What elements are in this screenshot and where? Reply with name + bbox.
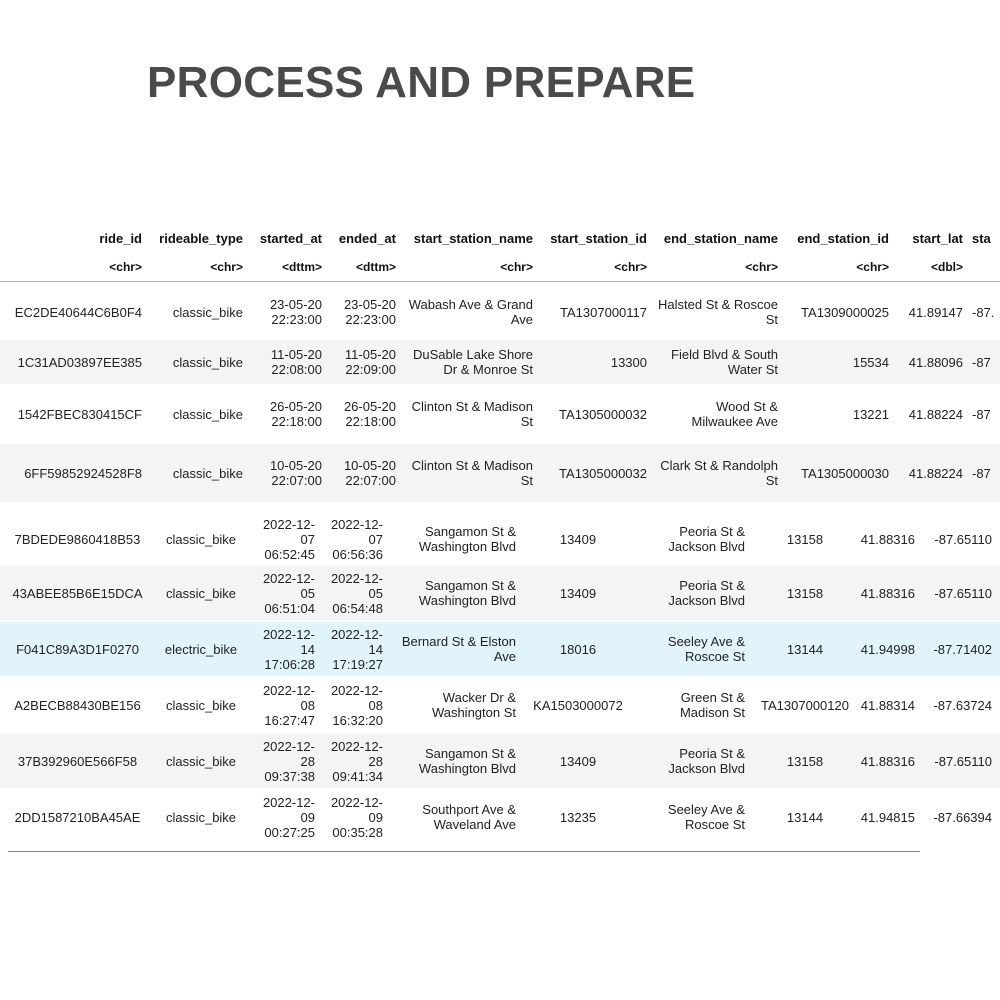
cell-start-station-name xyxy=(390,678,516,732)
column-header-rideable-type xyxy=(148,226,243,250)
column-type-started-at xyxy=(250,256,322,278)
cell-start-lng xyxy=(920,790,992,844)
column-type-end-station-name xyxy=(654,256,778,278)
cell-started-at-text: 2022-12-09 00:27:25 xyxy=(262,794,315,840)
cell-rideable-type xyxy=(155,678,247,732)
column-type-start-station-id-text: <chr> xyxy=(614,259,647,274)
cell-end-station-id-text: 13144 xyxy=(786,809,824,825)
cell-start-station-id xyxy=(520,512,636,566)
cell-start-lat-text: 41.88316 xyxy=(860,585,915,601)
table-row[interactable] xyxy=(0,444,1000,502)
cell-start-lng-text: -87. xyxy=(972,304,995,320)
cell-started-at xyxy=(251,734,315,788)
cell-start-station-id xyxy=(520,734,636,788)
cell-start-station-id xyxy=(540,287,647,337)
cell-ended-at-text: 2022-12-14 17:19:27 xyxy=(330,626,383,672)
cell-end-station-id xyxy=(755,734,855,788)
cell-started-at-text: 2022-12-08 16:27:47 xyxy=(262,682,315,728)
cell-start-lat-text: 41.94815 xyxy=(860,809,915,825)
column-header-end-station-name-text: end_station_name xyxy=(663,230,778,246)
cell-end-station-name xyxy=(655,566,745,620)
cell-start-station-name-text: Clinton St & Madison St xyxy=(411,399,533,429)
cell-started-at xyxy=(250,444,322,502)
cell-end-station-name xyxy=(655,678,745,732)
cell-end-station-name-text: Field Blvd & South Water St xyxy=(671,347,778,377)
cell-start-station-name-text: Sangamon St & Washington Blvd xyxy=(418,524,516,554)
column-header-start-lng xyxy=(972,226,1000,250)
cell-end-station-id-text: TA1309000025 xyxy=(801,304,889,320)
cell-start-station-name-text: Sangamon St & Washington Blvd xyxy=(418,578,516,608)
cell-start-lat-text: 41.88096 xyxy=(908,354,963,370)
cell-rideable-type xyxy=(148,287,243,337)
cell-ride-id xyxy=(5,622,150,676)
cell-started-at xyxy=(251,512,315,566)
column-type-start-station-name xyxy=(403,256,533,278)
cell-rideable-type xyxy=(155,734,247,788)
cell-start-lat-text: 41.88314 xyxy=(860,697,915,713)
cell-end-station-id-text: 13221 xyxy=(852,406,889,422)
cell-start-station-id xyxy=(520,566,636,620)
cell-end-station-id xyxy=(755,678,855,732)
column-header-end-station-name xyxy=(654,226,778,250)
cell-ride-id xyxy=(0,340,142,384)
cell-ended-at xyxy=(320,566,383,620)
cell-start-station-id-text: 13300 xyxy=(610,354,647,370)
cell-end-station-name xyxy=(654,387,778,441)
column-type-started-at-text: <dttm> xyxy=(281,259,322,274)
cell-start-lat-text: 41.89147 xyxy=(908,304,963,320)
cell-ride-id-text: 1C31AD03897EE385 xyxy=(17,354,142,370)
column-header-start-station-name xyxy=(403,226,533,250)
cell-start-lat xyxy=(855,678,915,732)
table-row[interactable] xyxy=(0,340,1000,384)
cell-end-station-id xyxy=(786,287,889,337)
cell-start-lng-text: -87 xyxy=(972,354,991,370)
cell-started-at-text: 2022-12-07 06:52:45 xyxy=(262,516,315,562)
cell-start-station-id xyxy=(540,444,647,502)
cell-end-station-name-text: Seeley Ave & Roscoe St xyxy=(667,802,745,832)
cell-started-at xyxy=(251,622,315,676)
cell-end-station-name-text: Peoria St & Jackson Blvd xyxy=(668,524,745,554)
cell-ended-at xyxy=(328,444,396,502)
cell-ended-at xyxy=(328,287,396,337)
cell-ride-id-text: 43ABEE85B6E15DCA xyxy=(12,585,143,601)
column-type-start-station-name-text: <chr> xyxy=(500,259,533,274)
cell-start-station-id xyxy=(520,790,636,844)
cell-start-station-name xyxy=(403,287,533,337)
column-type-end-station-id xyxy=(786,256,889,278)
cell-ride-id-text: 7BDEDE9860418B53 xyxy=(14,531,141,547)
cell-end-station-name xyxy=(655,622,745,676)
cell-start-station-name xyxy=(390,566,516,620)
header-row xyxy=(0,226,1000,250)
cell-start-lng xyxy=(972,340,1000,384)
cell-end-station-name-text: Peoria St & Jackson Blvd xyxy=(668,578,745,608)
cell-end-station-name-text: Clark St & Randolph St xyxy=(660,458,778,488)
cell-end-station-id-text: TA1305000030 xyxy=(801,465,889,481)
cell-rideable-type-text: classic_bike xyxy=(172,304,243,320)
cell-end-station-id-text: 15534 xyxy=(852,354,889,370)
column-header-started-at xyxy=(250,226,322,250)
cell-start-lat xyxy=(855,566,915,620)
cell-started-at xyxy=(250,340,322,384)
cell-ended-at xyxy=(320,512,383,566)
cell-start-station-name-text: Sangamon St & Washington Blvd xyxy=(418,746,516,776)
cell-start-lat xyxy=(895,387,963,441)
cell-rideable-type xyxy=(155,790,247,844)
cell-start-station-name xyxy=(403,444,533,502)
table-row[interactable] xyxy=(0,287,1000,337)
cell-start-lat xyxy=(895,444,963,502)
cell-start-lat xyxy=(855,734,915,788)
cell-end-station-id xyxy=(786,340,889,384)
cell-ride-id-text: A2BECB88430BE156 xyxy=(14,697,141,713)
cell-start-lng-text: -87.65110 xyxy=(934,531,992,547)
cell-rideable-type xyxy=(155,566,247,620)
cell-start-lat xyxy=(895,340,963,384)
table-row[interactable] xyxy=(0,387,1000,441)
cell-start-lng-text: -87 xyxy=(972,406,991,422)
cell-start-lat xyxy=(855,512,915,566)
cell-start-station-name-text: Southport Ave & Waveland Ave xyxy=(422,802,516,832)
cell-rideable-type xyxy=(148,340,243,384)
column-type-ended-at xyxy=(328,256,396,278)
column-type-start-lat xyxy=(895,256,963,278)
column-header-ended-at-text: ended_at xyxy=(338,230,396,246)
cell-end-station-id xyxy=(786,387,889,441)
column-header-start-lng-text: sta xyxy=(972,230,991,246)
cell-ended-at-text: 2022-12-09 00:35:28 xyxy=(330,794,383,840)
cell-ride-id xyxy=(0,387,142,441)
cell-start-station-name-text: Wabash Ave & Grand Ave xyxy=(408,297,533,327)
cell-start-lng xyxy=(920,678,992,732)
cell-end-station-name-text: Seeley Ave & Roscoe St xyxy=(667,634,745,664)
cell-end-station-name xyxy=(654,444,778,502)
cell-start-station-name xyxy=(403,387,533,441)
cell-ended-at-text: 2022-12-07 06:56:36 xyxy=(330,516,383,562)
cell-ride-id xyxy=(5,512,150,566)
cell-end-station-id xyxy=(755,790,855,844)
cell-start-station-name xyxy=(390,512,516,566)
cell-rideable-type-text: classic_bike xyxy=(165,697,237,713)
cell-started-at xyxy=(251,566,315,620)
column-header-start-station-name-text: start_station_name xyxy=(413,230,533,246)
cell-start-lat xyxy=(855,790,915,844)
column-header-ride-id xyxy=(0,226,142,250)
cell-ride-id xyxy=(0,444,142,502)
cell-start-station-id-text: 13409 xyxy=(559,753,597,769)
cell-start-lat xyxy=(855,622,915,676)
cell-end-station-id xyxy=(755,622,855,676)
cell-end-station-name xyxy=(655,734,745,788)
cell-start-lng xyxy=(972,387,1000,441)
cell-rideable-type xyxy=(148,444,243,502)
cell-rideable-type-text: classic_bike xyxy=(165,809,237,825)
cell-start-lng xyxy=(920,622,992,676)
cell-started-at-text: 2022-12-28 09:37:38 xyxy=(262,738,315,784)
cell-start-station-id-text: KA1503000072 xyxy=(533,697,623,713)
cell-rideable-type-text: classic_bike xyxy=(165,753,237,769)
cell-start-lng xyxy=(920,512,992,566)
cell-started-at-text: 10-05-20 22:07:00 xyxy=(269,458,322,488)
cell-end-station-id xyxy=(755,566,855,620)
cell-ended-at-text: 11-05-20 22:09:00 xyxy=(344,347,396,377)
cell-ride-id-text: 1542FBEC830415CF xyxy=(17,406,142,422)
cell-end-station-id-text: 13158 xyxy=(786,531,824,547)
cell-end-station-id xyxy=(755,512,855,566)
cell-start-station-name xyxy=(390,734,516,788)
cell-start-lng xyxy=(972,287,1000,337)
cell-start-station-id xyxy=(540,340,647,384)
column-header-end-station-id-text: end_station_id xyxy=(797,230,889,246)
column-type-rideable-type-text: <chr> xyxy=(210,259,243,274)
column-type-start-lng xyxy=(972,256,1000,278)
cell-ended-at xyxy=(328,387,396,441)
table-row[interactable] xyxy=(0,678,1000,732)
column-header-ride-id-text: ride_id xyxy=(99,230,142,246)
cell-start-lat-text: 41.88316 xyxy=(860,753,915,769)
column-header-start-lat-text: start_lat xyxy=(912,230,963,246)
cell-start-station-name-text: Bernard St & Elston Ave xyxy=(401,634,516,664)
cell-end-station-name-text: Peoria St & Jackson Blvd xyxy=(668,746,745,776)
cell-start-station-id-text: TA1305000032 xyxy=(559,465,647,481)
cell-started-at xyxy=(250,387,322,441)
cell-start-lat-text: 41.88224 xyxy=(908,406,963,422)
cell-start-station-name xyxy=(390,790,516,844)
cell-started-at-text: 11-05-20 22:08:00 xyxy=(270,347,322,377)
column-header-ended-at xyxy=(328,226,396,250)
cell-rideable-type-text: classic_bike xyxy=(165,531,237,547)
column-header-start-station-id xyxy=(540,226,647,250)
column-header-started-at-text: started_at xyxy=(259,230,322,246)
column-header-start-station-id-text: start_station_id xyxy=(550,230,647,246)
cell-rideable-type-text: classic_bike xyxy=(172,465,243,481)
cell-start-station-id xyxy=(520,622,636,676)
table-row[interactable] xyxy=(0,622,1000,676)
cell-start-lng xyxy=(920,734,992,788)
cell-started-at xyxy=(251,790,315,844)
header-divider xyxy=(0,281,1000,282)
cell-ended-at-text: 23-05-20 22:23:00 xyxy=(343,297,396,327)
cell-rideable-type-text: classic_bike xyxy=(172,406,243,422)
cell-started-at-text: 2022-12-14 17:06:28 xyxy=(262,626,315,672)
cell-ended-at-text: 10-05-20 22:07:00 xyxy=(343,458,396,488)
cell-end-station-id xyxy=(786,444,889,502)
cell-ended-at-text: 2022-12-05 06:54:48 xyxy=(330,570,383,616)
cell-ride-id xyxy=(5,790,150,844)
cell-ride-id-text: 6FF59852924528F8 xyxy=(24,465,142,481)
cell-rideable-type xyxy=(155,512,247,566)
column-type-rideable-type xyxy=(148,256,243,278)
column-type-end-station-id-text: <chr> xyxy=(856,259,889,274)
cell-start-station-id-text: 13235 xyxy=(559,809,597,825)
cell-start-station-id-text: 18016 xyxy=(559,641,597,657)
cell-ride-id-text: 2DD1587210BA45AE xyxy=(14,809,141,825)
cell-start-lat xyxy=(895,287,963,337)
cell-start-station-name-text: DuSable Lake Shore Dr & Monroe St xyxy=(413,347,533,377)
cell-start-lng-text: -87 xyxy=(972,465,991,481)
column-type-ride-id xyxy=(0,256,142,278)
column-header-rideable-type-text: rideable_type xyxy=(159,230,243,246)
table-row[interactable] xyxy=(0,734,1000,788)
cell-end-station-name-text: Halsted St & Roscoe St xyxy=(658,297,778,327)
cell-ended-at-text: 2022-12-08 16:32:20 xyxy=(330,682,383,728)
column-type-ride-id-text: <chr> xyxy=(109,259,142,274)
cell-start-station-id-text: TA1305000032 xyxy=(559,406,647,422)
cell-end-station-name xyxy=(655,790,745,844)
cell-start-station-name-text: Clinton St & Madison St xyxy=(411,458,533,488)
cell-ended-at xyxy=(328,340,396,384)
column-type-start-station-id xyxy=(540,256,647,278)
cell-started-at-text: 2022-12-05 06:51:04 xyxy=(262,570,315,616)
cell-start-lng-text: -87.65110 xyxy=(934,753,992,769)
column-type-ended-at-text: <dttm> xyxy=(355,259,396,274)
column-header-end-station-id xyxy=(786,226,889,250)
cell-start-station-id-text: TA1307000117 xyxy=(560,304,647,320)
cell-end-station-name xyxy=(654,287,778,337)
cell-started-at-text: 23-05-20 22:23:00 xyxy=(269,297,322,327)
cell-end-station-name-text: Wood St & Milwaukee Ave xyxy=(691,399,778,429)
cell-start-lat-text: 41.94998 xyxy=(860,641,915,657)
cell-start-lng xyxy=(972,444,1000,502)
cell-ended-at xyxy=(320,678,383,732)
cell-started-at-text: 26-05-20 22:18:00 xyxy=(269,399,322,429)
cell-ended-at xyxy=(320,622,383,676)
column-header-start-lat xyxy=(895,226,963,250)
cell-rideable-type xyxy=(148,387,243,441)
cell-start-station-name xyxy=(403,340,533,384)
cell-end-station-id-text: 13158 xyxy=(786,585,824,601)
cell-end-station-name xyxy=(654,340,778,384)
cell-start-station-name-text: Wacker Dr & Washington St xyxy=(431,690,516,720)
cell-ended-at-text: 2022-12-28 09:41:34 xyxy=(330,738,383,784)
cell-start-lng xyxy=(920,566,992,620)
table-row[interactable] xyxy=(0,566,1000,620)
cell-end-station-name xyxy=(655,512,745,566)
column-type-start-lat-text: <dbl> xyxy=(930,259,963,274)
cell-start-lng-text: -87.65110 xyxy=(934,585,992,601)
cell-started-at xyxy=(251,678,315,732)
table-row[interactable] xyxy=(0,790,1000,844)
cell-ride-id xyxy=(5,734,150,788)
cell-rideable-type xyxy=(155,622,247,676)
cell-rideable-type-text: electric_bike xyxy=(164,641,238,657)
cell-start-station-id xyxy=(540,387,647,441)
cell-ended-at xyxy=(320,734,383,788)
cell-ride-id-text: F041C89A3D1F0270 xyxy=(16,641,139,657)
cell-ride-id xyxy=(0,287,142,337)
cell-start-lat-text: 41.88224 xyxy=(908,465,963,481)
cell-start-lat-text: 41.88316 xyxy=(860,531,915,547)
cell-started-at xyxy=(250,287,322,337)
cell-start-station-id-text: 13409 xyxy=(559,585,597,601)
cell-end-station-name-text: Green St & Madison St xyxy=(679,690,745,720)
cell-end-station-id-text: TA1307000120 xyxy=(761,697,849,713)
page-title: PROCESS AND PREPARE xyxy=(147,58,696,107)
cell-end-station-id-text: 13144 xyxy=(786,641,824,657)
cell-rideable-type-text: classic_bike xyxy=(165,585,237,601)
cell-ended-at xyxy=(320,790,383,844)
cell-start-lng-text: -87.71402 xyxy=(933,641,992,657)
cell-ended-at-text: 26-05-20 22:18:00 xyxy=(343,399,396,429)
cell-start-lng-text: -87.66394 xyxy=(933,809,992,825)
cell-start-station-name xyxy=(390,622,516,676)
cell-start-lng-text: -87.63724 xyxy=(933,697,992,713)
cell-ride-id xyxy=(5,678,150,732)
column-type-end-station-name-text: <chr> xyxy=(745,259,778,274)
cell-start-station-id xyxy=(520,678,636,732)
table-bottom-border xyxy=(8,851,920,852)
cell-ride-id-text: 37B392960E566F58 xyxy=(17,753,138,769)
cell-end-station-id-text: 13158 xyxy=(786,753,824,769)
table-row[interactable] xyxy=(0,512,1000,566)
header-type-row xyxy=(0,256,1000,278)
cell-start-station-id-text: 13409 xyxy=(559,531,597,547)
cell-rideable-type-text: classic_bike xyxy=(172,354,243,370)
cell-ride-id xyxy=(5,566,150,620)
cell-ride-id-text: EC2DE40644C6B0F4 xyxy=(14,304,142,320)
